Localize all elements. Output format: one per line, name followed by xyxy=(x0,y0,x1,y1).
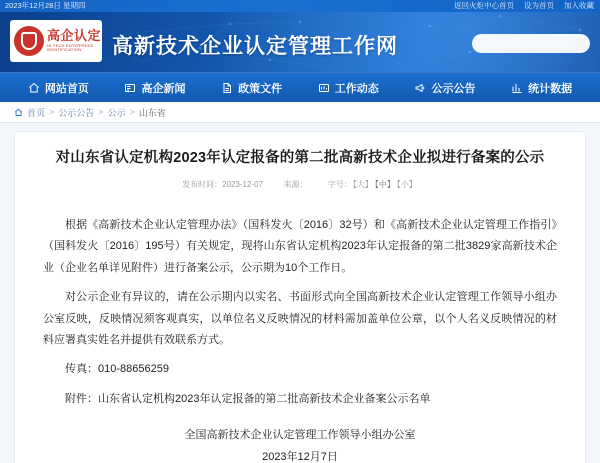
topbar-link-add-favorite[interactable]: 加入收藏 xyxy=(564,1,594,10)
page-title: 高新技术企业认定管理工作网 xyxy=(112,35,398,58)
signature-organization: 全国高新技术企业认定管理工作领导小组办公室 xyxy=(184,429,416,442)
breadcrumb-item-public-notice[interactable]: 公示 xyxy=(107,107,126,118)
nav-item-work-updates[interactable] xyxy=(312,80,385,96)
current-date: 2023年12月28日 星期四 xyxy=(5,1,86,10)
nav-item-policy[interactable] xyxy=(215,80,288,96)
chart-icon xyxy=(318,82,330,94)
nav-item-label: 政策文件 xyxy=(238,82,283,95)
font-size-medium-button[interactable]: 【中】 xyxy=(374,179,395,189)
nav-item-label: 工作动态 xyxy=(334,82,379,95)
site-logo[interactable] xyxy=(10,20,102,62)
megaphone-icon xyxy=(414,82,426,94)
publish-time-label: 发布时间： xyxy=(182,179,223,189)
stats-icon xyxy=(511,82,523,94)
breadcrumb-separator: > xyxy=(129,107,135,117)
article-meta xyxy=(43,179,557,190)
nav-item-statistics[interactable] xyxy=(505,80,578,96)
breadcrumb-separator: > xyxy=(49,107,55,117)
site-banner xyxy=(0,12,600,72)
nav-item-label: 公示公告 xyxy=(431,82,476,95)
search-input[interactable] xyxy=(478,38,599,50)
search-box[interactable] xyxy=(472,34,590,53)
topbar-links xyxy=(454,0,594,12)
signature-date: 2023年12月7日 xyxy=(262,451,338,463)
attachment-line[interactable]: 附件：山东省认定机构2023年认定报备的第二批高新技术企业备案公示名单 xyxy=(65,392,431,405)
breadcrumb-separator: > xyxy=(98,107,104,117)
nav-item-label: 网站首页 xyxy=(44,82,89,95)
home-icon xyxy=(28,82,40,94)
article-card xyxy=(14,131,586,463)
nav-item-label: 高企新闻 xyxy=(141,82,186,95)
logo-text-cn: 高企认定 xyxy=(47,28,102,44)
breadcrumb-item-home[interactable]: 首页 xyxy=(27,107,46,118)
source-label: 来源： xyxy=(283,179,308,189)
nav-item-home[interactable] xyxy=(22,80,95,96)
font-size-label: 字号： xyxy=(327,179,352,189)
main-nav xyxy=(0,72,600,102)
logo-mark-icon xyxy=(14,26,44,56)
document-icon xyxy=(221,82,233,94)
publish-time-value: 2023-12-07 xyxy=(222,179,263,189)
nav-item-label: 统计数据 xyxy=(528,82,573,95)
article-body xyxy=(43,215,557,411)
article-paragraph: 根据《高新技术企业认定管理办法》（国科发火〔2016〕32号）和《高新技术企业认定管理工作指引》（国科发火〔2016〕195号）有关规定，现将山东省认定机构2023年认定报备的第二批3829家高新技术企业（企业名单详见附件）进行备案公示，公示期为10个工作日。 xyxy=(43,218,557,274)
fax-line: 传真：010-88656259 xyxy=(65,363,169,376)
topbar-link-torch-home[interactable]: 返回火炬中心首页 xyxy=(454,1,514,10)
article-signature xyxy=(43,424,557,463)
topbar-link-set-homepage[interactable]: 设为首页 xyxy=(524,1,554,10)
article-paragraph: 对公示企业有异议的，请在公示期内以实名、书面形式向全国高新技术企业认定管理工作领导小组办公室反映，反映情况须客观真实，以单位名义反映情况的材料需加盖单位公章，以个人名义反映情况的材料应署真实姓名并提供有效联系方式。 xyxy=(43,291,557,346)
font-size-large-button[interactable]: 【大】 xyxy=(352,179,373,189)
nav-item-announcements[interactable] xyxy=(408,80,481,96)
article-title: 对山东省认定机构2023年认定报备的第二批高新技术企业拟进行备案的公示 xyxy=(55,150,545,166)
logo-text-en: HI-TECH ENTERPRISE IDENTIFICATION xyxy=(47,42,94,53)
logo-text xyxy=(47,29,102,52)
font-size-small-button[interactable]: 【小】 xyxy=(396,179,417,189)
breadcrumb-item-current: 山东省 xyxy=(138,107,166,118)
utility-topbar xyxy=(0,0,600,12)
news-icon xyxy=(124,82,136,94)
breadcrumb-item-announcements[interactable]: 公示公告 xyxy=(58,107,95,118)
home-icon xyxy=(14,108,23,117)
breadcrumb xyxy=(0,102,600,123)
nav-item-news[interactable] xyxy=(118,80,191,96)
